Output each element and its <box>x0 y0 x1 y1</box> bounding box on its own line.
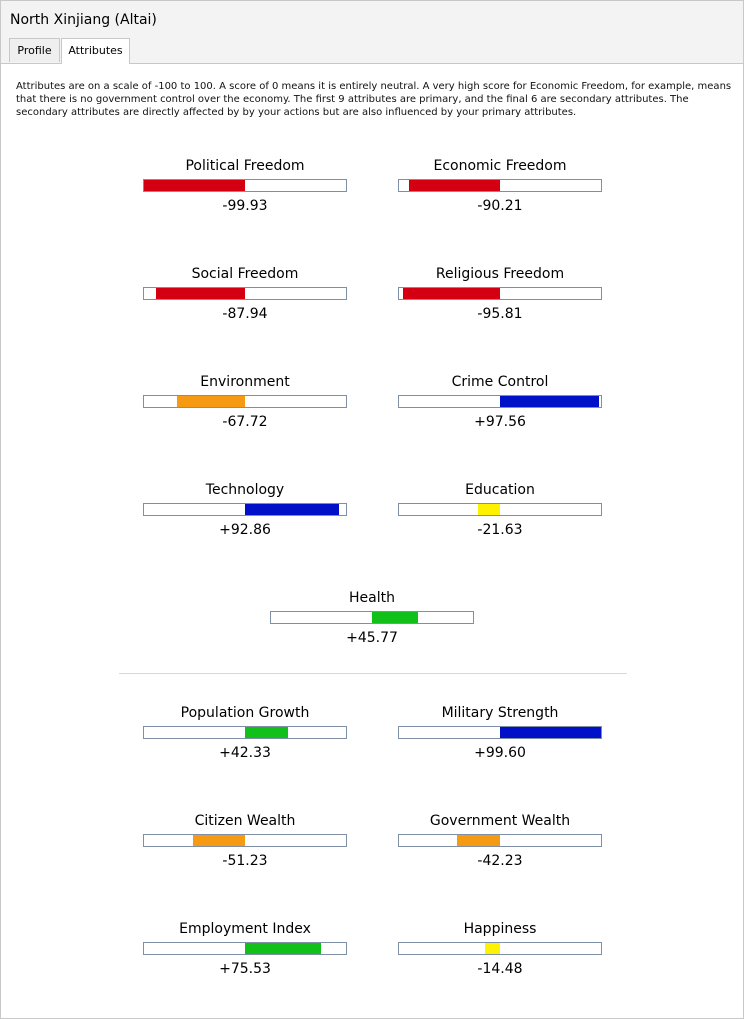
attribute-bar-fill <box>409 180 500 191</box>
attribute-label: Environment <box>200 374 290 390</box>
attribute-label: Government Wealth <box>429 813 571 829</box>
attribute-happiness <box>398 921 602 977</box>
attribute-value: -67.72 <box>222 414 268 430</box>
attribute-government-wealth <box>398 813 602 869</box>
section-divider <box>119 673 627 674</box>
attribute-value: +42.33 <box>219 745 271 761</box>
attribute-bar-fill <box>457 835 500 846</box>
attribute-bar <box>398 942 602 955</box>
attribute-bar <box>398 503 602 516</box>
attribute-bar-fill <box>193 835 245 846</box>
attribute-technology <box>143 482 347 538</box>
attribute-bar-fill <box>500 396 599 407</box>
attribute-value: -51.23 <box>222 853 268 869</box>
attribute-bar <box>143 287 347 300</box>
attribute-crime-control <box>398 374 602 430</box>
attribute-bar <box>143 395 347 408</box>
attribute-social-freedom <box>143 266 347 322</box>
tab-attributes[interactable]: Attributes <box>61 38 130 64</box>
attribute-value: -87.94 <box>222 306 268 322</box>
attribute-religious-freedom <box>398 266 602 322</box>
attribute-political-freedom <box>143 158 347 214</box>
attribute-value: +75.53 <box>219 961 271 977</box>
attribute-citizen-wealth <box>143 813 347 869</box>
attribute-bar <box>143 834 347 847</box>
attribute-bar <box>398 834 602 847</box>
attribute-label: Social Freedom <box>191 266 299 282</box>
window-title: North Xinjiang (Altai) <box>10 12 157 28</box>
attribute-bar <box>270 611 474 624</box>
attribute-label: Education <box>465 482 535 498</box>
attribute-health <box>270 590 474 646</box>
attribute-bar-fill <box>500 727 601 738</box>
attribute-bar-fill <box>156 288 245 299</box>
attribute-label: Health <box>349 590 395 606</box>
attribute-value: -90.21 <box>477 198 523 214</box>
attribute-economic-freedom <box>398 158 602 214</box>
attribute-value: -95.81 <box>477 306 523 322</box>
attribute-label: Military Strength <box>441 705 559 721</box>
attribute-bar <box>143 503 347 516</box>
attribute-value: +99.60 <box>474 745 526 761</box>
attribute-bar-fill <box>403 288 500 299</box>
attribute-military-strength <box>398 705 602 761</box>
attribute-bar-fill <box>372 612 418 623</box>
attribute-bar-fill <box>245 504 339 515</box>
attribute-label: Technology <box>205 482 285 498</box>
attribute-label: Political Freedom <box>185 158 305 174</box>
attribute-value: +97.56 <box>474 414 526 430</box>
attribute-value: +45.77 <box>346 630 398 646</box>
attribute-label: Religious Freedom <box>435 266 565 282</box>
attribute-label: Population Growth <box>180 705 310 721</box>
attribute-bar <box>398 726 602 739</box>
attribute-bar-fill <box>485 943 500 954</box>
attribute-bar <box>398 179 602 192</box>
attribute-bar-fill <box>478 504 500 515</box>
attribute-education <box>398 482 602 538</box>
tab-profile[interactable]: Profile <box>9 38 60 62</box>
attribute-label: Crime Control <box>451 374 549 390</box>
attribute-bar <box>143 726 347 739</box>
attribute-employment-index <box>143 921 347 977</box>
attribute-bar-fill <box>144 180 245 191</box>
attribute-value: -14.48 <box>477 961 523 977</box>
attribute-label: Economic Freedom <box>433 158 567 174</box>
attribute-population-growth <box>143 705 347 761</box>
attribute-bar <box>398 287 602 300</box>
attribute-label: Citizen Wealth <box>194 813 296 829</box>
attribute-value: +92.86 <box>219 522 271 538</box>
attribute-value: -42.23 <box>477 853 523 869</box>
attribute-value: -99.93 <box>222 198 268 214</box>
intro-text: Attributes are on a scale of -100 to 100. A score of 0 means it is entirely neutral. A very high score for Economic Freedom, for example, means that there is no government control over the economy. The first 9 attributes are primary, and the final 6 are secondary attributes. The secondary attributes are directly affected by by your actions but are also influenced by your primary attributes. <box>16 81 732 118</box>
attribute-label: Employment Index <box>179 921 311 937</box>
attribute-value: -21.63 <box>477 522 523 538</box>
attribute-environment <box>143 374 347 430</box>
attribute-bar-fill <box>245 943 321 954</box>
attribute-label: Happiness <box>463 921 537 937</box>
attribute-bar <box>143 942 347 955</box>
attribute-bar <box>398 395 602 408</box>
title-bar <box>1 1 743 64</box>
attribute-bar <box>143 179 347 192</box>
attribute-bar-fill <box>245 727 288 738</box>
attribute-bar-fill <box>177 396 245 407</box>
